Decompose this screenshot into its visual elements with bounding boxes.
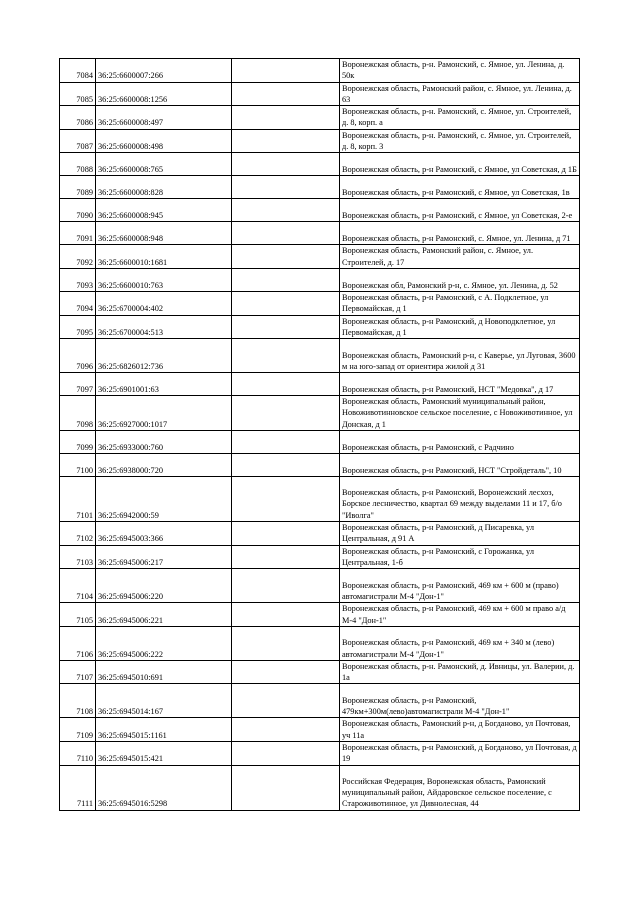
row-number: 7106 xyxy=(60,626,96,660)
address: Воронежская область, р-н Рамонский, д Новоподклетное, ул Первомайская, д 1 xyxy=(340,315,580,339)
empty-cell xyxy=(232,245,340,269)
address: Воронежская область, р-н Рамонский, 469 км + 340 м (лево) автомагистрали М-4 "Дон-1" xyxy=(340,626,580,660)
empty-cell xyxy=(232,106,340,130)
table-row xyxy=(60,291,580,315)
empty-cell xyxy=(232,222,340,245)
cadastral-number: 36:25:6901001:63 xyxy=(96,373,232,396)
table-row xyxy=(60,373,580,396)
address: Воронежская область, Рамонский р-н, с Каверье, ул Луговая, 3600 м на юго-запад от ориентира жилой д 31 xyxy=(340,339,580,373)
cadastral-number: 36:25:6600008:948 xyxy=(96,222,232,245)
cadastral-number: 36:25:6927000:1017 xyxy=(96,396,232,431)
table-row xyxy=(60,245,580,269)
empty-cell xyxy=(232,373,340,396)
empty-cell xyxy=(232,660,340,684)
table-row xyxy=(60,477,580,522)
table-row xyxy=(60,545,580,569)
empty-cell xyxy=(232,268,340,291)
address: Воронежская область, р-н. Рамонский, д. Ивницы, ул. Валерии, д. 1а xyxy=(340,660,580,684)
table-row xyxy=(60,82,580,106)
empty-cell xyxy=(232,59,340,83)
empty-cell xyxy=(232,396,340,431)
address: Воронежская обл, Рамонский р-н, с. Ямное, ул. Ленина, д. 52 xyxy=(340,268,580,291)
table-row xyxy=(60,153,580,176)
cadastral-number: 36:25:6600008:497 xyxy=(96,106,232,130)
address: Воронежская область, р-н. Рамонский, с. Ямное, ул. Ленина, д. 50к xyxy=(340,59,580,83)
address: Воронежская область, р-н Рамонский, с Ямное, ул Советская, 2-е xyxy=(340,199,580,222)
address: Воронежская область, р-н. Рамонский, с. Ямное, ул. Строителей, д. 8, корп. 3 xyxy=(340,129,580,153)
cadastral-number: 36:25:6600008:765 xyxy=(96,153,232,176)
address: Воронежская область, р-н Рамонский, с. Ямное, ул. Ленина, д 71 xyxy=(340,222,580,245)
address: Воронежская область, Рамонский р-н, д Богданово, ул Почтовая, уч 11а xyxy=(340,718,580,742)
empty-cell xyxy=(232,684,340,718)
row-number: 7093 xyxy=(60,268,96,291)
table-row xyxy=(60,315,580,339)
table-row xyxy=(60,176,580,199)
address: Воронежская область, р-н Рамонский, 469 км + 600 м (право) автомагистрали М-4 "Дон-1" xyxy=(340,569,580,603)
empty-cell xyxy=(232,454,340,477)
address: Воронежская область, р-н Рамонский, НСТ "Стройдеталь", 10 xyxy=(340,454,580,477)
row-number: 7090 xyxy=(60,199,96,222)
table-row xyxy=(60,222,580,245)
address: Воронежская область, Рамонский муниципальный район, Новоживотинновское сельское поселение, с Новоживотинное, ул Донская, д 1 xyxy=(340,396,580,431)
table-row xyxy=(60,718,580,742)
address: Воронежская область, р-н Рамонский, 479км+300м(лево)автомагистрали М-4 "Дон-1" xyxy=(340,684,580,718)
address: Российская Федерация, Воронежская область, Рамонский муниципальный район, Айдаровское сельское поселение, с Староживотинное, ул Дивнолесная, 44 xyxy=(340,765,580,810)
row-number: 7084 xyxy=(60,59,96,83)
row-number: 7097 xyxy=(60,373,96,396)
empty-cell xyxy=(232,569,340,603)
empty-cell xyxy=(232,545,340,569)
cadastral-number: 36:25:6600008:498 xyxy=(96,129,232,153)
empty-cell xyxy=(232,522,340,546)
table-row xyxy=(60,396,580,431)
table-row xyxy=(60,339,580,373)
cadastral-number: 36:25:6945014:167 xyxy=(96,684,232,718)
table-row xyxy=(60,106,580,130)
empty-cell xyxy=(232,199,340,222)
cadastral-number: 36:25:6600008:945 xyxy=(96,199,232,222)
row-number: 7094 xyxy=(60,291,96,315)
empty-cell xyxy=(232,742,340,766)
address: Воронежская область, р-н Рамонский, с Радчино xyxy=(340,431,580,454)
table-row xyxy=(60,626,580,660)
row-number: 7088 xyxy=(60,153,96,176)
cadastral-number: 36:25:6600008:1256 xyxy=(96,82,232,106)
row-number: 7111 xyxy=(60,765,96,810)
cadastral-number: 36:25:6945006:221 xyxy=(96,603,232,627)
address: Воронежская область, Рамонский район, с. Ямное, ул. Строителей, д. 17 xyxy=(340,245,580,269)
empty-cell xyxy=(232,765,340,810)
cadastral-number: 36:25:6600010:1681 xyxy=(96,245,232,269)
table-row xyxy=(60,660,580,684)
table-row xyxy=(60,129,580,153)
table-row xyxy=(60,742,580,766)
empty-cell xyxy=(232,718,340,742)
table-row xyxy=(60,603,580,627)
address: Воронежская область, р-н Рамонский, с Горожанка, ул Центральная, 1-б xyxy=(340,545,580,569)
address: Воронежская область, р-н Рамонский, Воронежский лесхоз, Борское лесничество, квартал 69 между выделами 11 и 17, б/о "Иволга" xyxy=(340,477,580,522)
table-row xyxy=(60,569,580,603)
cadastral-number: 36:25:6700004:513 xyxy=(96,315,232,339)
table-row xyxy=(60,268,580,291)
cadastral-number: 36:25:6945006:222 xyxy=(96,626,232,660)
row-number: 7096 xyxy=(60,339,96,373)
empty-cell xyxy=(232,153,340,176)
cadastral-number: 36:25:6945006:220 xyxy=(96,569,232,603)
row-number: 7089 xyxy=(60,176,96,199)
address: Воронежская область, р-н Рамонский, с А. Подклетное, ул Первомайская, д 1 xyxy=(340,291,580,315)
cadastral-number: 36:25:6945015:421 xyxy=(96,742,232,766)
row-number: 7102 xyxy=(60,522,96,546)
cadastral-number: 36:25:6945016:5298 xyxy=(96,765,232,810)
table-row xyxy=(60,431,580,454)
table-row xyxy=(60,684,580,718)
registry-table xyxy=(59,58,580,811)
address: Воронежская область, р-н Рамонский, НСТ "Медовка", д 17 xyxy=(340,373,580,396)
empty-cell xyxy=(232,315,340,339)
registry-table-body xyxy=(60,59,580,811)
empty-cell xyxy=(232,176,340,199)
row-number: 7107 xyxy=(60,660,96,684)
table-row xyxy=(60,765,580,810)
empty-cell xyxy=(232,626,340,660)
empty-cell xyxy=(232,129,340,153)
cadastral-number: 36:25:6826012:736 xyxy=(96,339,232,373)
cadastral-number: 36:25:6945003:366 xyxy=(96,522,232,546)
row-number: 7086 xyxy=(60,106,96,130)
row-number: 7104 xyxy=(60,569,96,603)
row-number: 7100 xyxy=(60,454,96,477)
row-number: 7109 xyxy=(60,718,96,742)
table-row xyxy=(60,454,580,477)
row-number: 7091 xyxy=(60,222,96,245)
row-number: 7095 xyxy=(60,315,96,339)
empty-cell xyxy=(232,339,340,373)
cadastral-number: 36:25:6600007:266 xyxy=(96,59,232,83)
address: Воронежская область, р-н Рамонский, с Ямное, ул Советская, д 1Б xyxy=(340,153,580,176)
row-number: 7105 xyxy=(60,603,96,627)
row-number: 7101 xyxy=(60,477,96,522)
cadastral-number: 36:25:6945015:1161 xyxy=(96,718,232,742)
table-row xyxy=(60,199,580,222)
cadastral-number: 36:25:6600008:828 xyxy=(96,176,232,199)
row-number: 7098 xyxy=(60,396,96,431)
empty-cell xyxy=(232,477,340,522)
row-number: 7085 xyxy=(60,82,96,106)
row-number: 7099 xyxy=(60,431,96,454)
cadastral-number: 36:25:6945010:691 xyxy=(96,660,232,684)
address: Воронежская область, Рамонский район, с. Ямное, ул. Ленина, д. 63 xyxy=(340,82,580,106)
cadastral-number: 36:25:6942000:59 xyxy=(96,477,232,522)
cadastral-number: 36:25:6700004:402 xyxy=(96,291,232,315)
cadastral-number: 36:25:6945006:217 xyxy=(96,545,232,569)
table-row xyxy=(60,59,580,83)
row-number: 7108 xyxy=(60,684,96,718)
address: Воронежская область, р-н Рамонский, с Ямное, ул Советская, 1в xyxy=(340,176,580,199)
cadastral-number: 36:25:6938000:720 xyxy=(96,454,232,477)
address: Воронежская область, р-н. Рамонский, с. Ямное, ул. Строителей, д. 8, корп. а xyxy=(340,106,580,130)
empty-cell xyxy=(232,291,340,315)
row-number: 7087 xyxy=(60,129,96,153)
empty-cell xyxy=(232,431,340,454)
row-number: 7110 xyxy=(60,742,96,766)
row-number: 7092 xyxy=(60,245,96,269)
empty-cell xyxy=(232,603,340,627)
empty-cell xyxy=(232,82,340,106)
cadastral-number: 36:25:6600010:763 xyxy=(96,268,232,291)
address: Воронежская область, р-н Рамонский, д Писаревка, ул Центральная, д 91 А xyxy=(340,522,580,546)
address: Воронежская область, р-н Рамонский, 469 км + 600 м право а/д М-4 "Дон-1" xyxy=(340,603,580,627)
table-row xyxy=(60,522,580,546)
row-number: 7103 xyxy=(60,545,96,569)
address: Воронежская область, р-н Рамонский, д Богданово, ул Почтовая, д 19 xyxy=(340,742,580,766)
cadastral-number: 36:25:6933000:760 xyxy=(96,431,232,454)
